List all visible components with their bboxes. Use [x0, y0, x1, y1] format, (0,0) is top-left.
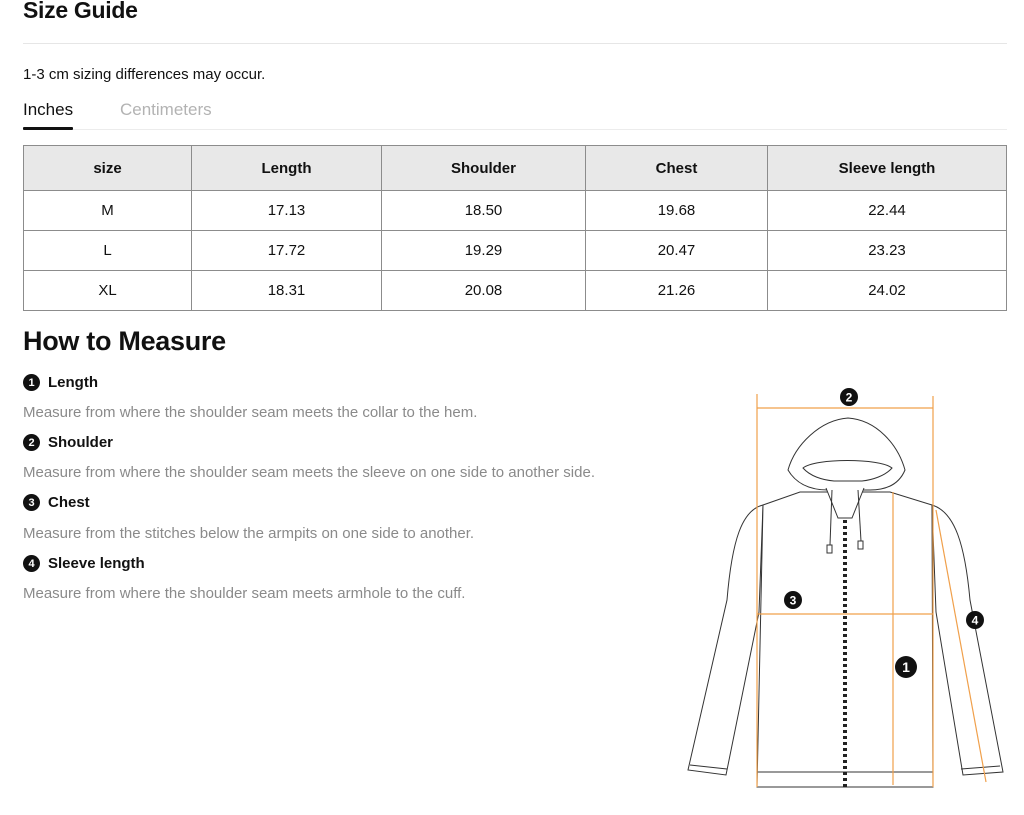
measure-step-length — [23, 374, 98, 391]
measure-step-shoulder — [23, 434, 113, 451]
table-cell: 18.50 — [382, 191, 586, 231]
size-table — [23, 145, 1007, 311]
table-cell: 19.29 — [382, 231, 586, 271]
table-cell: 24.02 — [768, 271, 1007, 311]
hoodie-measure-diagram — [680, 380, 1010, 800]
step-description: Measure from where the shoulder seam meets armhole to the cuff. — [23, 585, 466, 602]
column-header-length: Length — [192, 146, 382, 191]
table-cell: 21.26 — [586, 271, 768, 311]
table-cell: 23.23 — [768, 231, 1007, 271]
svg-text:3: 3 — [789, 593, 797, 608]
svg-text:4: 4 — [971, 613, 979, 628]
diagram-marker-4 — [966, 611, 984, 629]
tab-inches[interactable]: Inches — [23, 100, 74, 119]
diagram-marker-2 — [840, 388, 858, 406]
step-number-badge: 3 — [23, 494, 40, 511]
step-label: Sleeve length — [48, 555, 145, 572]
table-cell: XL — [24, 271, 192, 311]
tab-centimeters[interactable]: Centimeters — [120, 100, 212, 119]
table-cell: 20.08 — [382, 271, 586, 311]
column-header-size: size — [24, 146, 192, 191]
column-header-chest: Chest — [586, 146, 768, 191]
table-cell: M — [24, 191, 192, 231]
table-cell: 22.44 — [768, 191, 1007, 231]
table-cell: 17.13 — [192, 191, 382, 231]
step-label: Chest — [48, 494, 90, 511]
step-description: Measure from the stitches below the armpits on one side to another. — [23, 525, 475, 542]
svg-text:2: 2 — [845, 390, 853, 405]
diagram-marker-1 — [895, 656, 917, 678]
header-divider — [23, 43, 1007, 44]
table-cell: L — [24, 231, 192, 271]
svg-text:1: 1 — [902, 659, 910, 675]
table-cell: 17.72 — [192, 231, 382, 271]
step-number-badge: 2 — [23, 434, 40, 451]
how-to-measure-title: How to Measure — [23, 326, 226, 356]
step-number-badge: 1 — [23, 374, 40, 391]
measure-step-chest — [23, 494, 90, 511]
page-title: Size Guide — [23, 0, 138, 23]
table-cell: 20.47 — [586, 231, 768, 271]
table-cell: 18.31 — [192, 271, 382, 311]
diagram-marker-3 — [784, 591, 802, 609]
column-header-shoulder: Shoulder — [382, 146, 586, 191]
table-row — [24, 231, 1007, 271]
table-row — [24, 271, 1007, 311]
measure-step-sleeve-length — [23, 555, 145, 572]
table-cell: 19.68 — [586, 191, 768, 231]
step-description: Measure from where the shoulder seam meets the sleeve on one side to another side. — [23, 464, 595, 481]
zip-hoodie-icon — [688, 418, 1003, 787]
unit-tabs — [23, 98, 1007, 130]
column-header-sleeve-length: Sleeve length — [768, 146, 1007, 191]
table-header-row — [24, 146, 1007, 191]
step-label: Length — [48, 374, 98, 391]
table-row — [24, 191, 1007, 231]
sizing-note: 1-3 cm sizing differences may occur. — [23, 66, 266, 83]
step-label: Shoulder — [48, 434, 114, 451]
step-number-badge: 4 — [23, 555, 40, 572]
step-description: Measure from where the shoulder seam meets the collar to the hem. — [23, 404, 478, 421]
